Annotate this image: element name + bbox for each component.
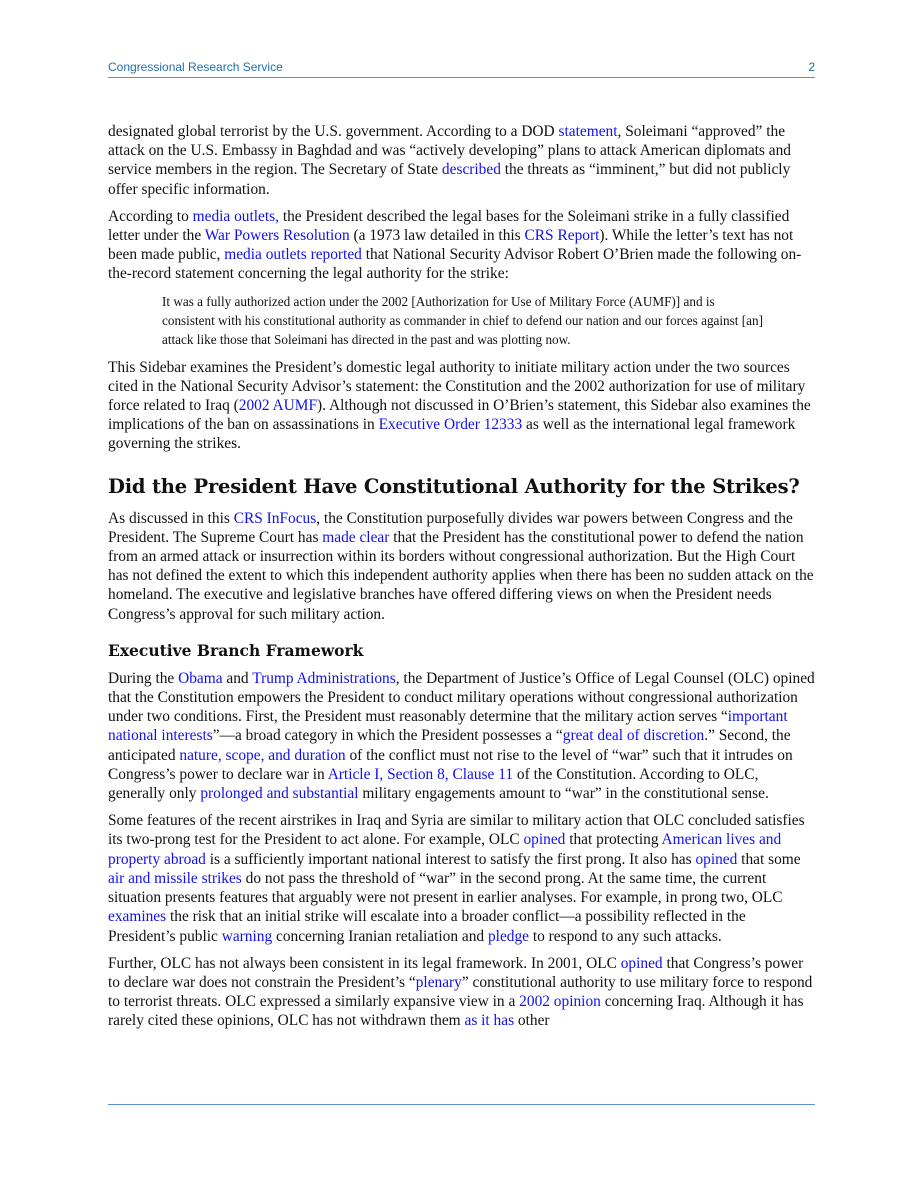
text: that Congress’s power to declare war does not constrain the President’s “: [108, 954, 804, 991]
text: that the President has the constitutional power to defend the nation from an armed attack or insurrection within its borders without congressional authorization. But the High Court has not defined the extent to which this independent authority applies when there has been no sudden attack on the homeland. The executive and legislative branches have offered differing views on when the President needs Congress’s approval for such military action.: [108, 528, 814, 623]
link-air-and-missile-strikes[interactable]: air and missile strikes: [108, 869, 242, 887]
link-warning[interactable]: warning: [221, 927, 273, 945]
text: military engagements amount to “war” in the constitutional sense.: [358, 785, 769, 803]
link-crs-infocus[interactable]: CRS InFocus: [233, 509, 317, 527]
text: of the Constitution. According to OLC, generally only: [108, 765, 759, 803]
text: that National Security Advisor Robert O’Brien made the following on-the-record statement concerning the legal authority for the strike:: [108, 246, 802, 283]
text: as well as the international legal framework governing the strikes.: [108, 416, 796, 453]
link-plenary[interactable]: plenary: [415, 973, 462, 991]
link-statement[interactable]: statement: [558, 123, 618, 140]
text: .” Second, the anticipated: [108, 727, 791, 764]
text: (a 1973 law detailed in this: [349, 227, 525, 245]
link-article-i-section-8[interactable]: Article I, Section 8, Clause 11: [327, 765, 514, 783]
document-body: [108, 122, 815, 1039]
link-media-outlets[interactable]: media outlets,: [192, 207, 279, 225]
paragraph-5: [108, 669, 815, 803]
paragraph-3: [108, 358, 815, 454]
text: to respond to any such attacks.: [529, 927, 722, 945]
text: concerning Iranian retaliation and: [272, 927, 488, 945]
link-described[interactable]: described: [441, 161, 501, 179]
link-important-national-interests[interactable]: important national interests: [108, 708, 788, 745]
link-american-lives-property[interactable]: American lives and property abroad: [108, 831, 782, 868]
header-org: Congressional Research Service: [108, 60, 283, 74]
link-pledge[interactable]: pledge: [487, 927, 529, 945]
text: and: [222, 669, 253, 687]
block-quote: It was a fully authorized action under the 2002 [Authorization for Use of Military Force (AUMF)] and is consistent with his constitutional authority as commander in chief to defend our nation and our forces against [an] attack like those that Soleimani has directed in the past and was plotting now.: [162, 293, 763, 347]
text: As discussed in this: [108, 509, 234, 527]
text: other: [514, 1012, 550, 1030]
text: is a sufficiently important national interest to satisfy the first prong. It also has: [205, 850, 696, 868]
text: ”—a broad category in which the President possesses a “: [212, 727, 563, 745]
link-examines[interactable]: examines: [108, 908, 167, 926]
text: designated global terrorist by the U.S. government. According to a DOD: [108, 123, 559, 140]
paragraph-4: [108, 509, 815, 624]
text: ). Although not discussed in O’Brien’s statement, this Sidebar also examines the implications of the ban on assassinations in: [108, 397, 811, 434]
text: During the: [108, 669, 179, 687]
text: , Soleimani “approved” the attack on the U.S. Embassy in Baghdad and was “actively developing” plans to attack American diplomats and service members in the region. The Secretary of State: [108, 123, 791, 179]
text: that protecting: [565, 831, 662, 849]
text: , the Department of Justice’s Office of Legal Counsel (OLC) opined that the Constitution empowers the President to conduct military operations without congressional authorization under two conditions. First, the President must reasonably determine that the military action serves “: [108, 669, 815, 726]
paragraph-2: [108, 207, 815, 284]
link-opined[interactable]: opined: [523, 831, 566, 849]
text: According to: [108, 207, 193, 225]
link-trump-administrations[interactable]: Trump Administrations: [252, 669, 396, 687]
subsection-heading: Executive Branch Framework: [108, 640, 364, 660]
link-made-clear[interactable]: made clear: [322, 528, 390, 546]
page-header: [108, 58, 815, 78]
link-2002-opinion[interactable]: 2002 opinion: [519, 993, 601, 1011]
text: the threats as “imminent,” but did not publicly offer specific information.: [108, 161, 791, 198]
link-media-outlets-reported[interactable]: media outlets reported: [224, 246, 362, 264]
paragraph-6: [108, 811, 815, 945]
text: do not pass the threshold of “war” in the second prong. At the same time, the current situation presents features that arguably were not present in earlier analyses. For example, in prong two, OLC: [108, 869, 783, 907]
link-nature-scope-duration[interactable]: nature, scope, and duration: [179, 746, 346, 764]
paragraph-7: [108, 954, 815, 1031]
link-obama[interactable]: Obama: [178, 669, 223, 687]
section-heading: Did the President Have Constitutional Authority for the Strikes?: [108, 474, 800, 498]
text: , the Constitution purposefully divides war powers between Congress and the President. The Supreme Court has: [108, 509, 793, 546]
link-war-powers-resolution[interactable]: War Powers Resolution: [204, 227, 350, 245]
paragraph-1: [108, 122, 815, 199]
text: of the conflict must not rise to the level of “war” such that it intrudes on Congress’s power to declare war in: [108, 746, 793, 783]
text: the risk that an initial strike will escalate into a broader conflict—a possibility reflected in the President’s public: [108, 908, 746, 945]
link-opined-2[interactable]: opined: [695, 850, 738, 868]
text: ” constitutional authority to use military force to respond to terrorist threats. OLC expressed a similarly expansive view in a: [108, 973, 813, 1011]
link-as-it-has[interactable]: as it has: [464, 1012, 515, 1030]
link-opined-3[interactable]: opined: [620, 954, 663, 972]
text: Some features of the recent airstrikes in Iraq and Syria are similar to military action that OLC concluded satisfies its two-prong test for the President to act alone. For example, OLC: [108, 812, 805, 849]
text: ). While the letter’s text has not been made public,: [108, 227, 794, 264]
link-crs-report[interactable]: CRS Report: [524, 227, 600, 245]
text: concerning Iraq. Although it has rarely cited these opinions, OLC has not withdrawn them: [108, 993, 804, 1030]
page-number: 2: [808, 60, 815, 74]
text: that some: [737, 850, 801, 868]
text: the President described the legal bases for the Soleimani strike in a fully classified letter under the: [108, 207, 790, 245]
link-great-deal-of-discretion[interactable]: great deal of discretion: [562, 727, 705, 745]
header-rule: [108, 77, 815, 78]
link-executive-order-12333[interactable]: Executive Order 12333: [378, 416, 523, 434]
text: This Sidebar examines the President’s domestic legal authority to initiate military action under the two sources cited in the National Security Advisor’s statement: the Constitution and the 2002 authorization for use of military force related to Iraq (: [108, 358, 806, 415]
footer-rule: [108, 1104, 815, 1105]
link-prolonged-and-substantial[interactable]: prolonged and substantial: [200, 785, 359, 803]
link-2002-aumf[interactable]: 2002 AUMF: [238, 397, 318, 415]
text: Further, OLC has not always been consistent in its legal framework. In 2001, OLC: [108, 954, 621, 972]
